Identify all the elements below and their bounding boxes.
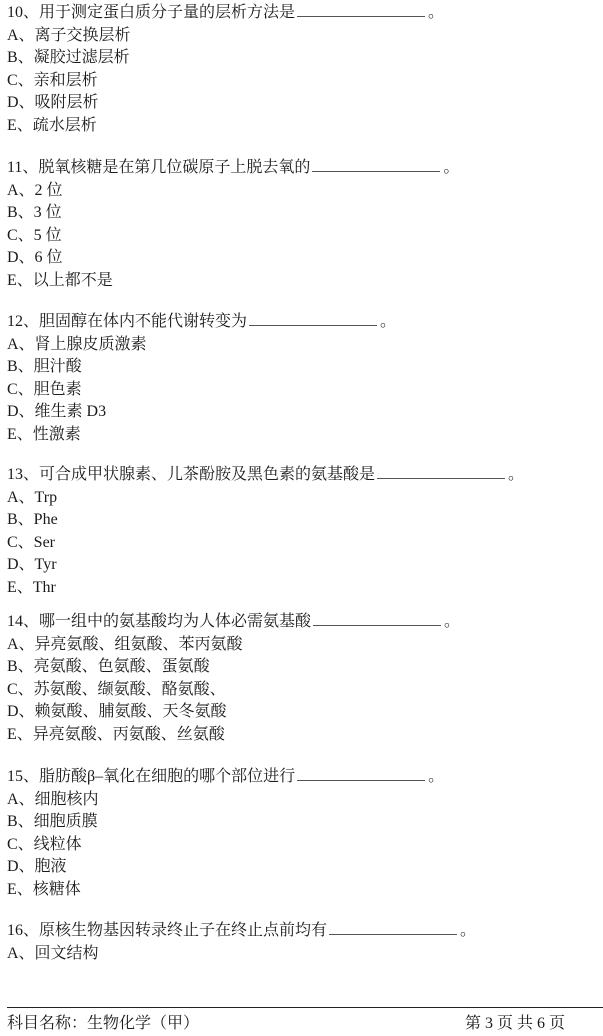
option-e: E、性激素 [7,425,81,443]
footer-subject: 科目名称：生物化学（甲） [7,1015,200,1032]
option-b: B、3 位 [7,204,62,221]
stem-text: 12、胆固醇在体内不能代谢转变为 [7,313,248,330]
question-14 [7,611,597,746]
option-d: D、赖氨酸、脯氨酸、天冬氨酸 [7,703,227,720]
question-16 [7,920,597,965]
option-c: C、线粒体 [7,835,82,853]
option-d: D、胞液 [7,858,67,875]
option-a: A、肾上腺皮质激素 [7,335,147,353]
question-13 [7,464,597,599]
question-11 [7,157,597,292]
option-b: B、凝胶过滤层析 [7,49,130,66]
question-stem [7,766,597,789]
option-c: C、Ser [7,533,56,551]
option-e: E、异亮氨酸、丙氨酸、丝氨酸 [7,725,225,743]
stem-text: 10、用于测定蛋白质分子量的层析方法是 [7,4,296,21]
option-d: D、Tyr [7,556,57,573]
question-stem [7,157,597,180]
answer-blank [329,920,457,935]
stem-text: 14、哪一组中的氨基酸均为人体必需氨基酸 [7,613,312,630]
question-stem [7,920,597,943]
period: 。 [380,313,397,330]
period: 。 [428,4,445,21]
question-stem [7,464,597,487]
option-a: A、2 位 [7,181,63,199]
period: 。 [443,159,460,176]
stem-text: 11、脱氧核糖是在第几位碳原子上脱去氧的 [7,159,311,176]
option-c: C、5 位 [7,226,62,244]
question-12 [7,311,597,446]
option-e: E、Thr [7,578,56,596]
option-e: E、疏水层析 [7,116,97,134]
question-stem [7,611,597,634]
stem-text: 15、脂肪酸β–氧化在细胞的哪个部位进行 [7,768,296,785]
question-stem [7,2,597,25]
option-c: C、亲和层析 [7,71,98,89]
period: 。 [428,768,445,785]
option-d: D、6 位 [7,249,63,266]
question-15 [7,766,597,901]
option-a: A、细胞核内 [7,790,99,808]
option-a: A、回文结构 [7,944,99,962]
answer-blank [249,311,377,326]
answer-blank [297,2,425,17]
option-c: C、苏氨酸、缬氨酸、酪氨酸、 [7,680,226,698]
footer-divider [7,1007,603,1008]
option-b: B、细胞质膜 [7,813,98,830]
period: 。 [460,922,477,939]
option-b: B、胆汁酸 [7,358,82,375]
option-b: B、Phe [7,511,58,528]
stem-text: 13、可合成甲状腺素、儿茶酚胺及黑色素的氨基酸是 [7,466,376,483]
option-e: E、以上都不是 [7,271,113,289]
option-a: A、异亮氨酸、组氨酸、苯丙氨酸 [7,635,243,653]
option-c: C、胆色素 [7,380,82,398]
answer-blank [297,766,425,781]
answer-blank [313,611,441,626]
option-d: D、维生素 D3 [7,403,107,420]
period: 。 [508,466,525,483]
footer-page-number: 第 3 页 共 6 页 [465,1015,566,1032]
option-e: E、核糖体 [7,880,81,898]
option-b: B、亮氨酸、色氨酸、蛋氨酸 [7,658,210,675]
option-d: D、吸附层析 [7,94,99,111]
period: 。 [444,613,461,630]
option-a: A、Trp [7,488,58,506]
answer-blank [312,157,440,172]
question-10 [7,2,597,137]
stem-text: 16、原核生物基因转录终止子在终止点前均有 [7,922,328,939]
answer-blank [377,464,505,479]
option-a: A、离子交换层析 [7,26,131,44]
question-stem [7,311,597,334]
